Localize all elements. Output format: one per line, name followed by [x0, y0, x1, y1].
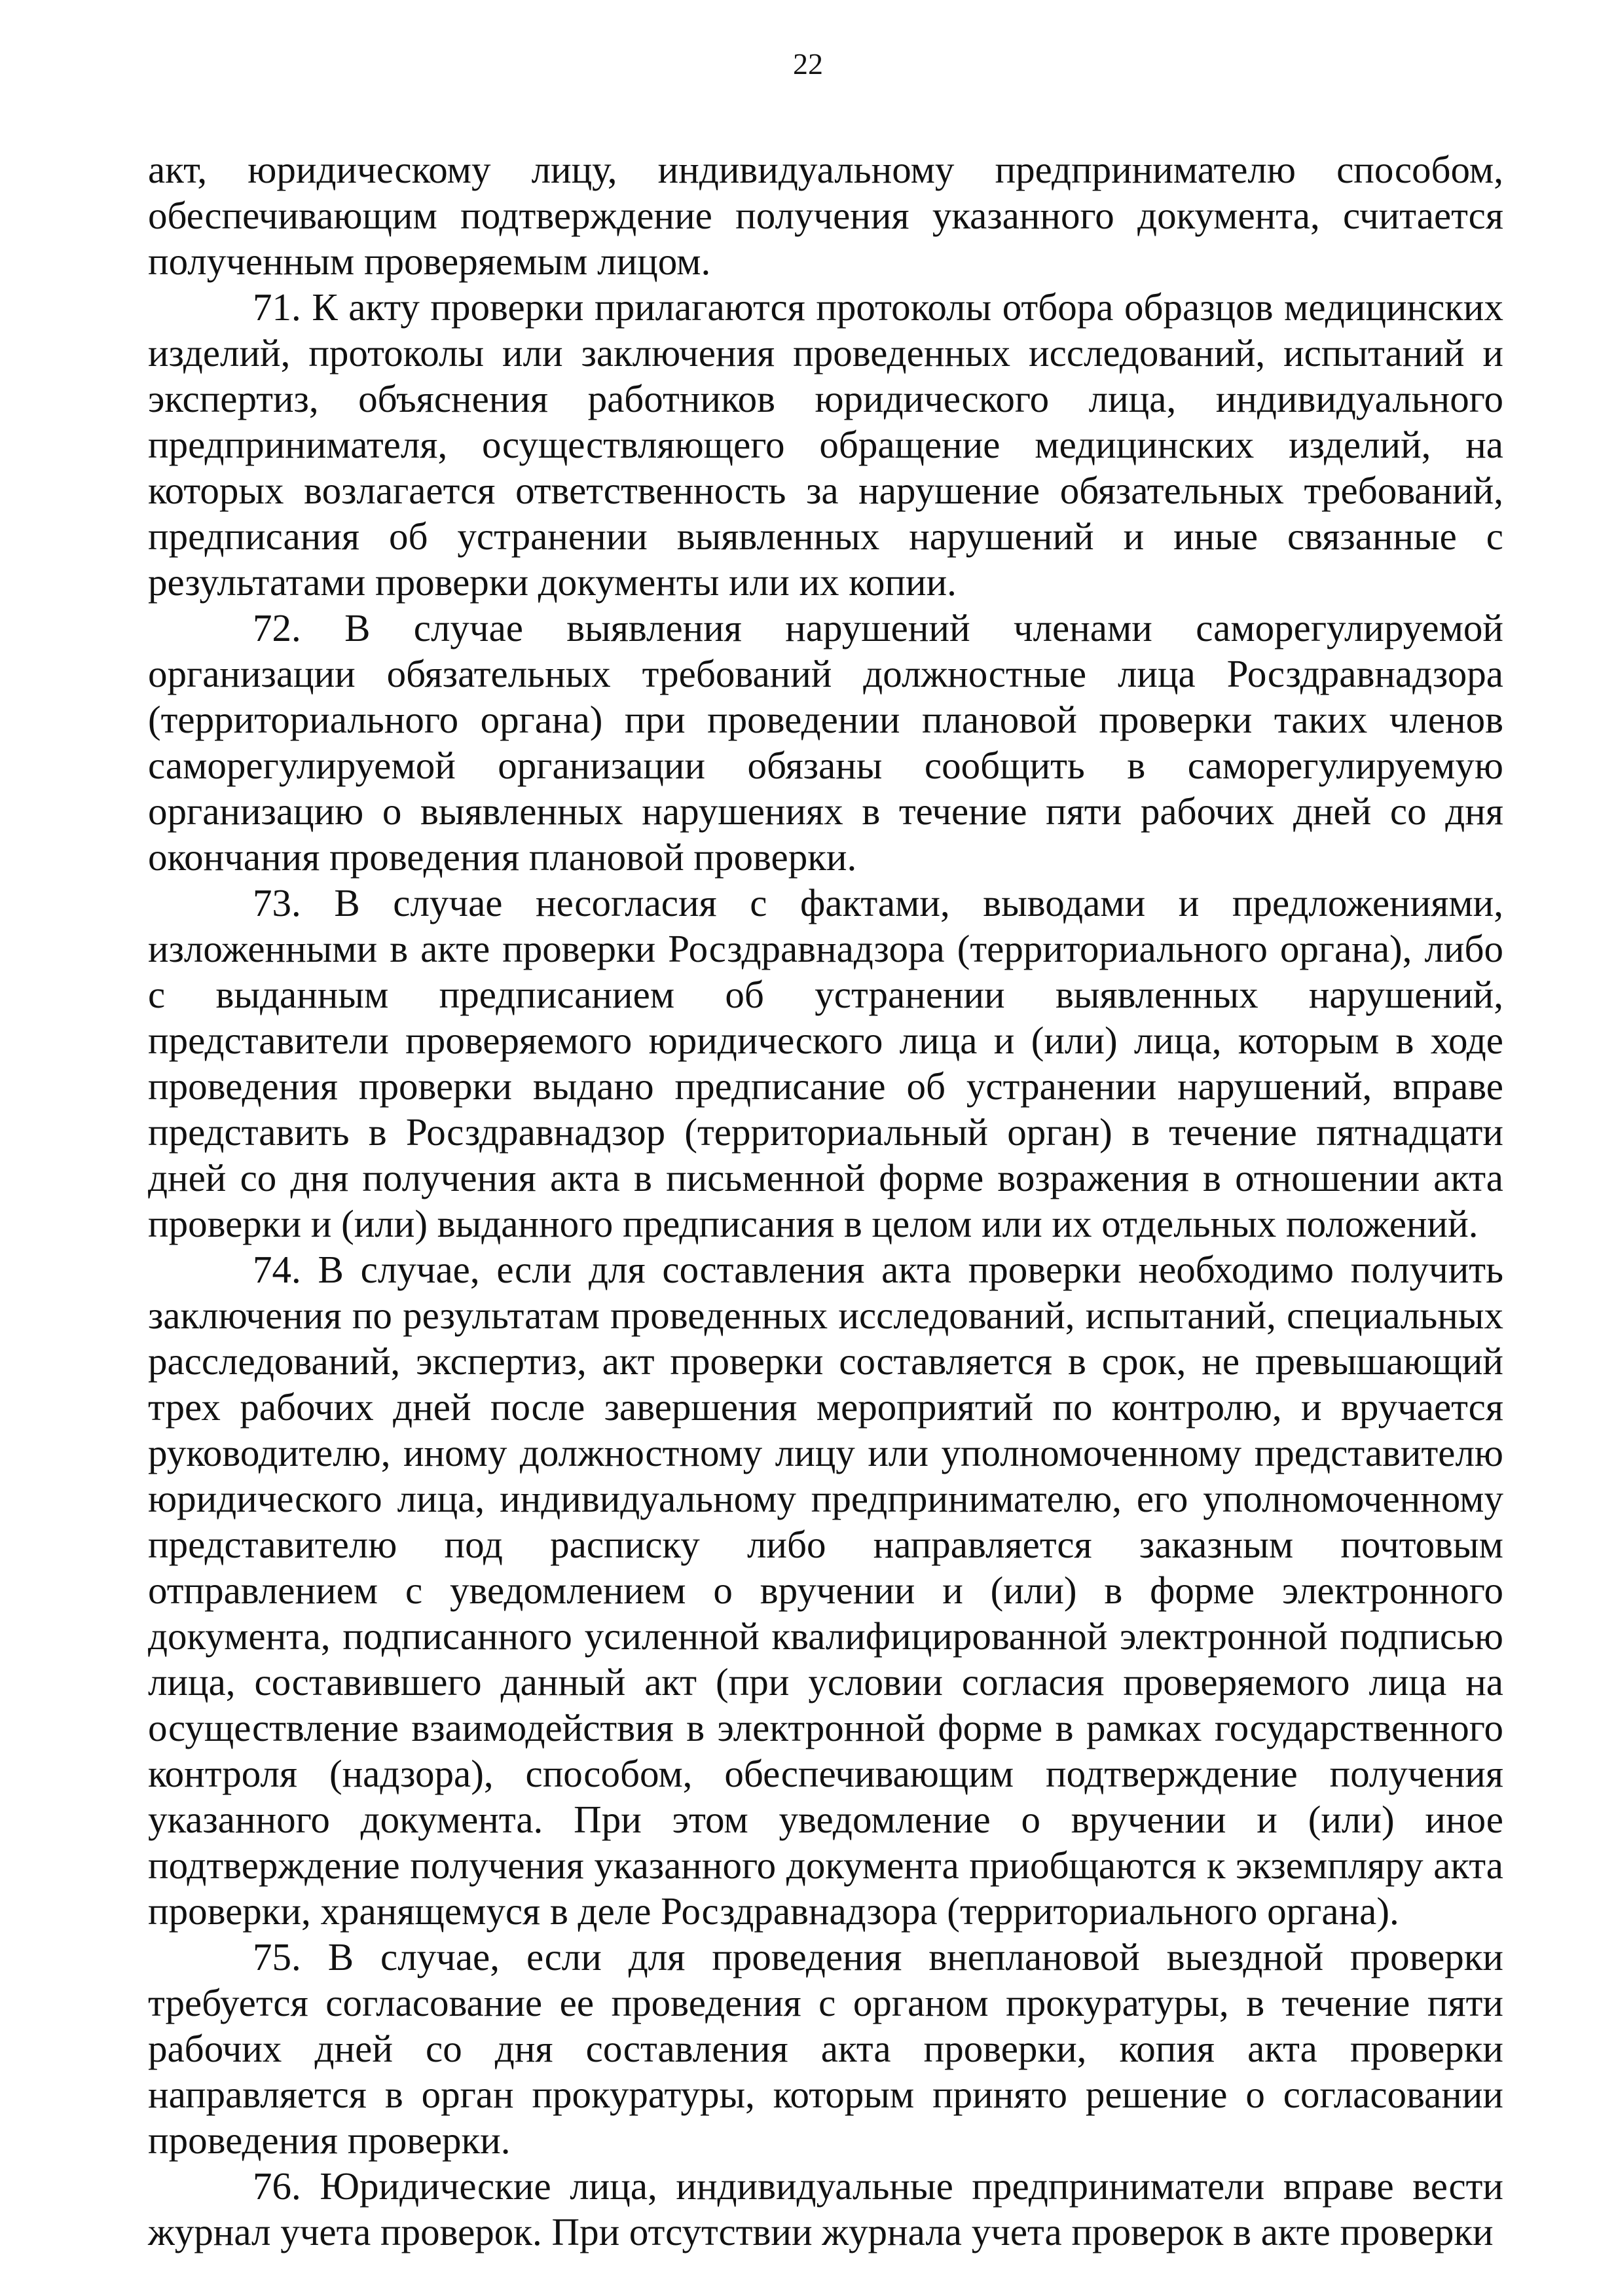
- paragraph-number: 71.: [253, 285, 301, 329]
- paragraph-75: [148, 1934, 1503, 2163]
- paragraph-76: [148, 2163, 1503, 2255]
- paragraph-text: В случае, если для проведения внеплановой выездной проверки требуется согласование ее проведения с органом прокуратуры, в течение пяти рабочих дней со дня составления акта проверки, копия акта проверки направляется в орган прокуратуры, которым принято решение о согласовании проведения проверки.: [148, 1935, 1504, 2162]
- paragraph-text: К акту проверки прилагаются протоколы отбора образцов медицинских изделий, протоколы или заключения проведенных исследований, испытаний и экспертиз, объяснения работников юридического лица, индивидуального предпринимателя, осуществляющего обращение медицинских изделий, на которых возлагается ответственность за нарушение обязательных требований, предписания об устранении выявленных нарушений и иные связанные с результатами проверки документы или их копии.: [148, 285, 1504, 604]
- paragraph-text: Юридические лица, индивидуальные предприниматели вправе вести журнал учета проверок. При отсутствии журнала учета проверок в акте проверки: [148, 2164, 1504, 2253]
- paragraph-text: акт, юридическому лицу, индивидуальному предпринимателю способом, обеспечивающим подтверждение получения указанного документа, считается полученным проверяемым лицом.: [148, 148, 1503, 283]
- paragraph-72: [148, 605, 1503, 880]
- page-number: 22: [793, 47, 823, 81]
- paragraph-number: 75.: [253, 1935, 301, 1978]
- paragraph-73: [148, 880, 1503, 1247]
- paragraph-74: [148, 1247, 1503, 1934]
- paragraph-number: 73.: [253, 881, 301, 924]
- paragraph-continuation: [148, 147, 1503, 284]
- paragraph-text: В случае, если для составления акта проверки необходимо получить заключения по результатам проведенных исследований, испытаний, специальных расследований, экспертиз, акт проверки составляется в срок, не превышающий трех рабочих дней после завершения мероприятий по контролю, и вручается руководителю, иному должностному лицу или уполномоченному представителю юридического лица, индивидуальному предпринимателю, его уполномоченному представителю под расписку либо направляется заказным почтовым отправлением с уведомлением о вручении и (или) в форме электронного документа, подписанного усиленной квалифицированной электронной подписью лица, составившего данный акт (при условии согласия проверяемого лица на осуществление взаимодействия в электронной форме в рамках государственного контроля (надзора), способом, обеспечивающим подтверждение получения указанного документа. При этом уведомление о вручении и (или) иное подтверждение получения указанного документа приобщаются к экземпляру акта проверки, хранящемуся в деле Росздравнадзора (территориального органа).: [148, 1248, 1503, 1933]
- paragraph-71: [148, 284, 1503, 605]
- paragraph-number: 76.: [253, 2164, 301, 2208]
- paragraph-text: В случае выявления нарушений членами саморегулируемой организации обязательных требований должностные лица Росздравнадзора (территориального органа) при проведении плановой проверки таких членов саморегулируемой организации обязаны сообщить в саморегулируемую организацию о выявленных нарушениях в течение пяти рабочих дней со дня окончания проведения плановой проверки.: [148, 606, 1504, 879]
- paragraph-number: 74.: [253, 1248, 301, 1291]
- document-body: [148, 147, 1503, 2255]
- paragraph-number: 72.: [253, 606, 301, 649]
- paragraph-text: В случае несогласия с фактами, выводами и предложениями, изложенными в акте проверки Росздравнадзора (территориального органа), либо с выданным предписанием об устранении выявленных нарушений, представители проверяемого юридического лица и (или) лица, которым в ходе проведения проверки выдано предписание об устранении нарушений, вправе представить в Росздравнадзор (территориальный орган) в течение пятнадцати дней со дня получения акта в письменной форме возражения в отношении акта проверки и (или) выданного предписания в целом или их отдельных положений.: [148, 881, 1504, 1245]
